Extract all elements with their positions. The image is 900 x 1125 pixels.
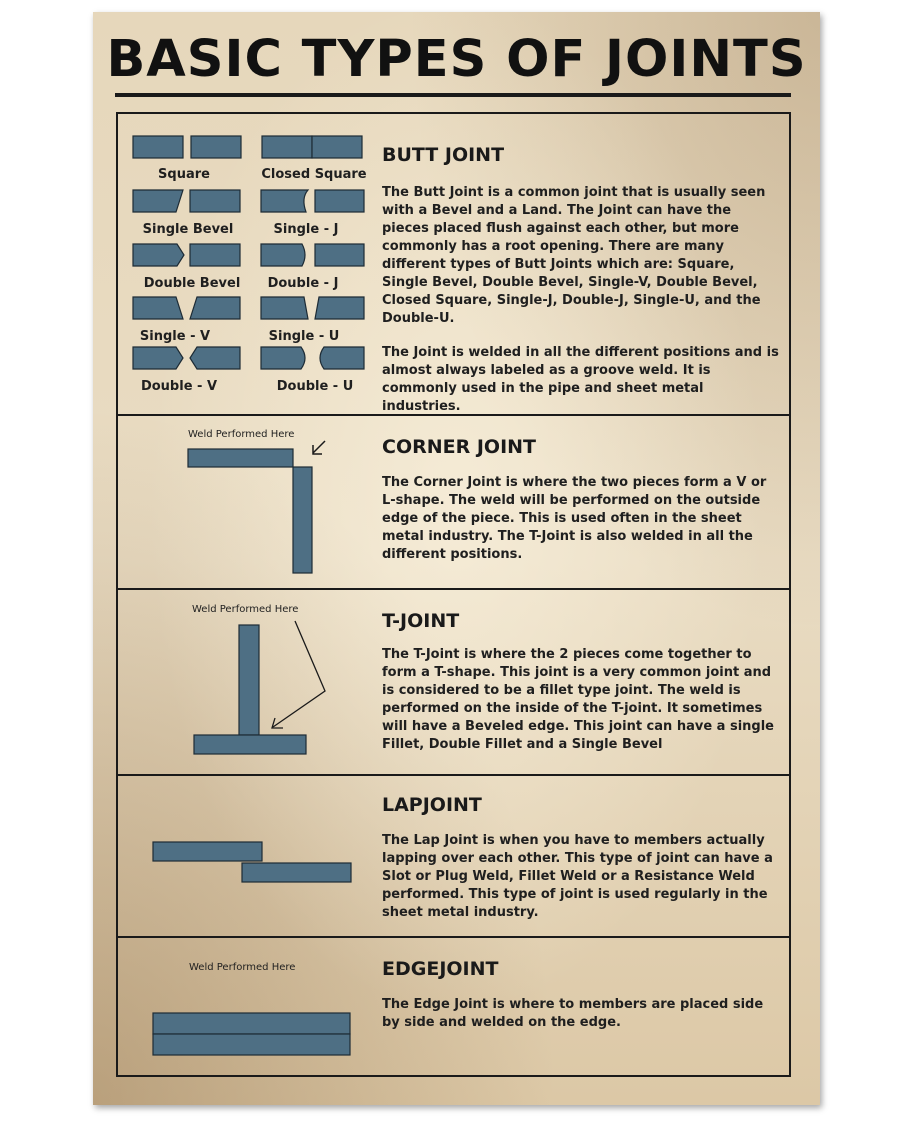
label-double-bevel: Double Bevel [143, 276, 241, 291]
edge-upper-plate [153, 1013, 350, 1034]
lap-joint-section [118, 776, 789, 936]
lap-lower-plate [242, 863, 351, 882]
single-j-plate-right [315, 190, 364, 212]
corner-joint-heading: CORNER JOINT [382, 436, 537, 458]
lap-joint-text: The Lap Joint is when you have to members actually lapping over each other. This type of joint can have a Slot or Plug Weld, Fillet Weld or a Resistance Weld performed. This type of joint is used regularly in the sheet metal industry. [382, 833, 773, 920]
label-double-j: Double - J [267, 276, 339, 291]
label-single-u: Single - U [268, 329, 340, 344]
single-u-plate-right [315, 297, 364, 319]
edge-lower-plate [153, 1034, 350, 1055]
t-base-plate [194, 735, 306, 754]
label-square: Square [158, 167, 210, 182]
single-bevel-plate-left [133, 190, 183, 212]
double-bevel-plate-right [190, 244, 240, 266]
t-weld-label: Weld Performed Here [192, 604, 299, 615]
single-v-plate-left [133, 297, 183, 319]
lap-joint-heading: LAPJOINT [382, 794, 482, 816]
corner-joint-description [382, 474, 782, 580]
t-joint-diagram [118, 590, 378, 774]
t-joint-description [382, 646, 782, 770]
title-underline [115, 93, 791, 97]
label-single-j: Single - J [273, 222, 339, 237]
label-double-u: Double - U [276, 379, 354, 394]
double-v-plate-left [133, 347, 183, 369]
double-u-plate-right [320, 347, 364, 369]
edge-joint-section [118, 938, 789, 1075]
t-vertical-plate [239, 625, 259, 735]
t-joint-section [118, 590, 789, 774]
single-u-plate-left [261, 297, 308, 319]
content-frame [116, 112, 791, 1077]
double-j-plate-right [315, 244, 364, 266]
butt-joint-description [382, 184, 782, 432]
butt-joint-heading: BUTT JOINT [382, 144, 505, 166]
label-closed-square: Closed Square [261, 167, 367, 182]
label-single-v: Single - V [139, 329, 211, 344]
edge-joint-diagram [118, 938, 378, 1075]
corner-joint-section [118, 416, 789, 588]
butt-joint-diagrams [118, 114, 378, 414]
corner-joint-text: The Corner Joint is where the two pieces form a V or L-shape. The weld will be performed on the outside edge of the piece. This is used often in the sheet metal industry. The T-Joint is also welded in all the different positions. [382, 475, 767, 562]
double-u-plate-left [261, 347, 305, 369]
corner-vertical-plate [293, 467, 312, 573]
corner-joint-diagram [118, 416, 378, 588]
double-j-plate-left [261, 244, 305, 266]
poster [93, 12, 820, 1105]
page-title: BASIC TYPES OF JOINTS [106, 30, 807, 89]
square-plate-right [191, 136, 241, 158]
single-bevel-plate-right [190, 190, 240, 212]
corner-horizontal-plate [188, 449, 293, 467]
single-v-plate-right [190, 297, 240, 319]
single-j-plate-left [261, 190, 308, 212]
edge-joint-text: The Edge Joint is where to members are placed side by side and welded on the edge. [382, 997, 764, 1030]
edge-joint-heading: EDGEJOINT [382, 958, 499, 980]
label-double-v: Double - V [140, 379, 218, 394]
edge-weld-label: Weld Performed Here [189, 962, 296, 973]
closed-square-plate-left [262, 136, 312, 158]
butt-joint-para-2: The Joint is welded in all the different positions and is almost always labeled as a groove weld. It is commonly used in the pipe and sheet metal industries. [382, 345, 779, 414]
lap-joint-description [382, 832, 782, 938]
t-arrow [272, 621, 325, 728]
double-v-plate-right [190, 347, 240, 369]
closed-square-plate-right [312, 136, 362, 158]
t-joint-text: The T-Joint is where the 2 pieces come together to form a T-shape. This joint is a very common joint and is considered to be a fillet type joint. The weld is performed on the inside of the T-joint. It sometimes will have a Beveled edge. This joint can have a single Fillet, Double Fillet and a Single Bevel [382, 647, 774, 752]
lap-upper-plate [153, 842, 262, 861]
butt-joint-section [118, 114, 789, 414]
lap-joint-diagram [118, 776, 378, 936]
corner-arrow [313, 441, 325, 454]
butt-joint-para-1: The Butt Joint is a common joint that is usually seen with a Bevel and a Land. The Joint can have the pieces placed flush against each other, but more commonly has a root opening. There are many different types of Butt Joints which are: Square, Single Bevel, Double Bevel, Single-V, Double Bevel, Closed Square, Single-J, Double-J, Single-U, and the Double-U. [382, 185, 766, 326]
edge-joint-description [382, 996, 782, 1048]
double-bevel-plate-left [133, 244, 184, 266]
square-plate-left [133, 136, 183, 158]
corner-weld-label: Weld Performed Here [188, 429, 295, 440]
t-joint-heading: T-JOINT [382, 610, 460, 632]
label-single-bevel: Single Bevel [142, 222, 234, 237]
